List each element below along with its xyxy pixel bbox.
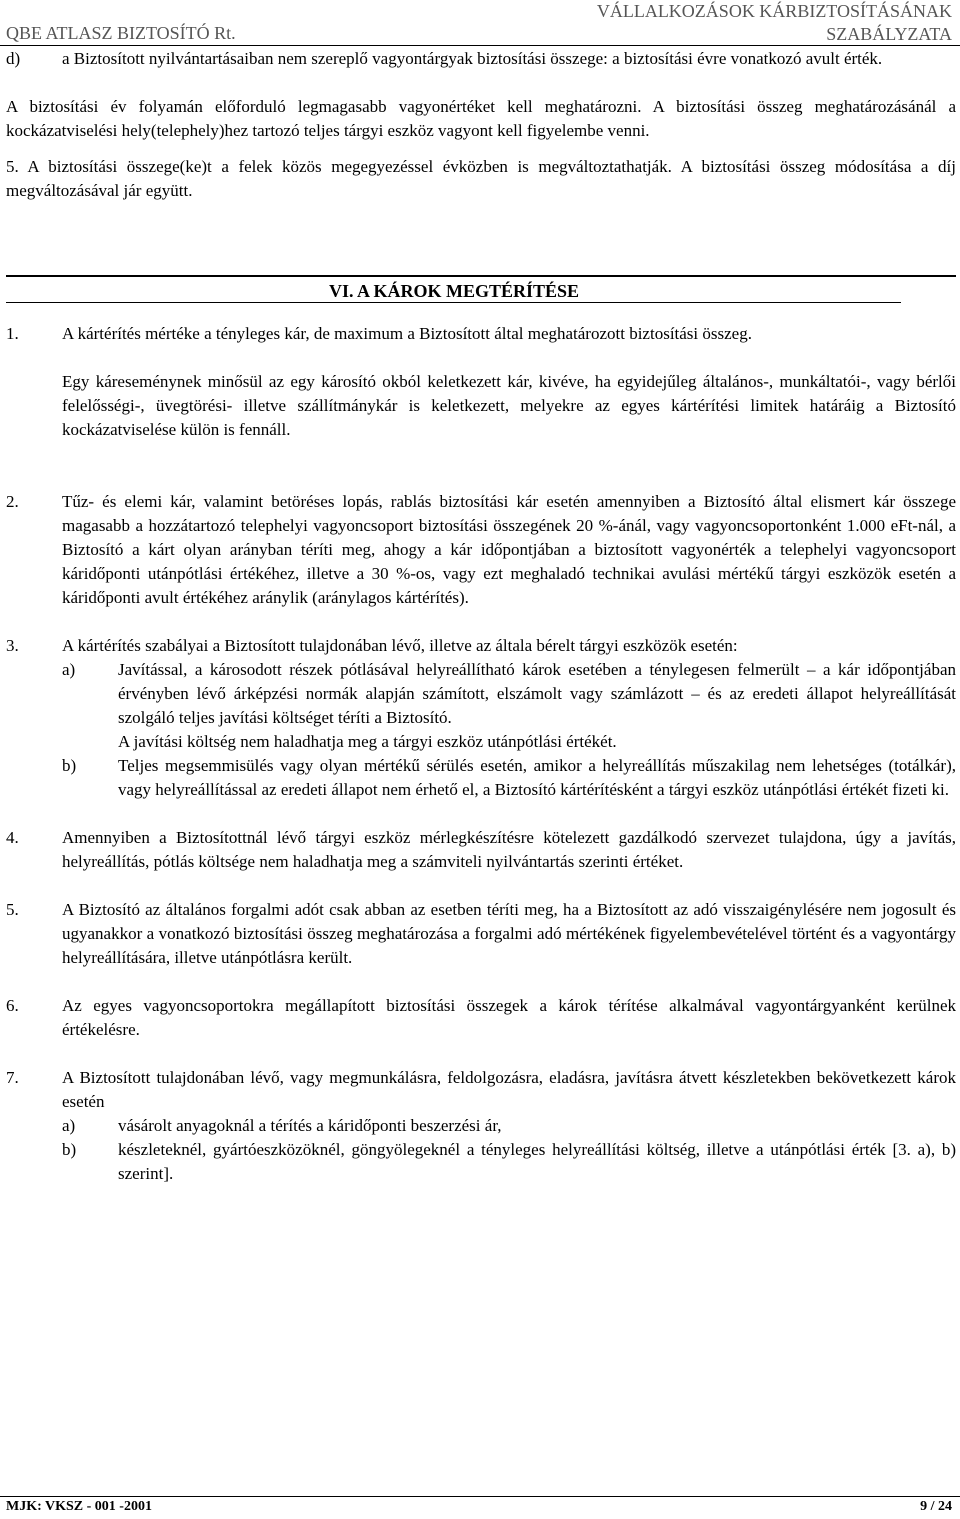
sub-label: a) <box>62 660 76 679</box>
section-heading <box>6 275 956 309</box>
numbered-item-4 <box>6 826 956 874</box>
item-text: A kártérítés szabályai a Biztosított tulajdonában lévő, illetve az általa bérelt tárgyi eszközök esetén: <box>62 636 738 655</box>
item-number: 1. <box>6 324 19 343</box>
sub-item-b <box>62 754 956 802</box>
header-rule <box>0 45 960 46</box>
list-item-d <box>6 47 956 71</box>
sublist-3 <box>6 658 956 802</box>
item-text: Tűz- és elemi kár, valamint betöréses lopás, rablás biztosítási kár esetén amennyiben a Biztosító által elismert kár összege magasabb a hozzátartozó telephelyi vagyoncsoport biztosítási összegének 20 %-ánál, vagy vagyoncsoportonként 1.000 eFt-nál, a Biztosító a kárt olyan arányban téríti meg, ahogy a kár időpontjában a biztosított vagyonérték a telephelyi vagyoncsoport káridőponti utánpótlási értékéhez, illetve a 30 %-os, vagy ezt meghaladó technikai avulási mértékű tárgyi eszközök esetén a káridőponti avult értékéhez aránylik (aránylagos kártérítés). <box>62 492 956 607</box>
sub-note: A javítási költség nem haladhatja meg a tárgyi eszköz utánpótlási értékét. <box>118 732 617 751</box>
item-text: Amennyiben a Biztosítottnál lévő tárgyi eszköz mérlegkészítésre kötelezett gazdálkodó szervezet tulajdona, úgy a javítás, helyreállítás, pótlás költsége nem haladhatja meg a számviteli nyilvántartás szerinti értéket. <box>62 828 956 871</box>
sub-text: vásárolt anyagoknál a térítés a káridőponti beszerzési ár, <box>118 1116 502 1135</box>
list-label: d) <box>6 49 21 68</box>
numbered-item-3 <box>6 634 956 658</box>
item-number: 2. <box>6 492 19 511</box>
sub-label: b) <box>62 756 77 775</box>
sub-text: készleteknél, gyártóeszközöknél, göngyölegeknél a tényleges helyreállítási költség, illetve a utánpótlási érték [3. a), b) szerint]. <box>118 1140 956 1183</box>
sub-text: Teljes megsemmisülés vagy olyan mértékű sérülés esetén, amikor a helyreállítás műszakilag nem lehetséges (totálkár), vagy helyreállítással az eredeti állapot nem érhető el, a Biztosító kártérítésként a tárgyi eszköz utánpótlási értékét fizeti ki. <box>118 756 956 799</box>
item-text: Az egyes vagyoncsoportokra megállapított biztosítási összegek a károk térítése alkalmával vagyontárgyanként kerülnek értékelésre. <box>62 996 956 1039</box>
sub-label: a) <box>62 1116 76 1135</box>
header-title-line-2: SZABÁLYZATA <box>826 24 952 44</box>
page-header <box>0 0 960 46</box>
header-company-name: QBE ATLASZ BIZTOSÍTÓ Rt. <box>6 23 236 43</box>
sublist-7 <box>6 1114 956 1186</box>
paragraph: A biztosítási év folyamán előforduló legmagasabb vagyonértéket kell meghatározni. A biztosítási összeg meghatározásánál a kockázatviselési hely(telephely)hez tartozó teljes tárgyi eszköz vagyont kell figyelembe venni. <box>6 97 956 140</box>
item-text: A Biztosított tulajdonában lévő, vagy megmunkálásra, feldolgozásra, eladásra, javításra átvett készletekben bekövetkezett károk esetén <box>62 1068 956 1111</box>
numbered-item-5 <box>6 898 956 970</box>
paragraph-5: 5. A biztosítási összege(ke)t a felek közös megegyezéssel évközben is megváltoztathatják. A biztosítási összeg módosítása a díj megváltozásával jár együtt. <box>6 157 956 200</box>
document-body <box>6 47 956 1186</box>
footer-document-code: MJK: VKSZ - 001 -2001 <box>6 1499 152 1514</box>
numbered-item-2 <box>6 490 956 610</box>
sub-item-a <box>62 1114 956 1138</box>
sub-label: b) <box>62 1140 77 1159</box>
footer-rule <box>0 1496 960 1497</box>
item-number: 5. <box>6 900 19 919</box>
item-number: 4. <box>6 828 19 847</box>
sub-item-a <box>62 658 956 730</box>
item-text: A kártérítés mértéke a tényleges kár, de maximum a Biztosított által meghatározott biztosítási összeg. <box>62 324 752 343</box>
sub-text: Javítással, a károsodott részek pótlásával helyreállítható károk esetében a ténylegesen felmerült – a kár időpontjában érvényben lévő árképzési normák alapján számított, elszámolt vagy számlázott – és az eredeti állapot helyreállítását szolgáló teljes javítási költséget téríti a Biztosító. <box>118 660 956 727</box>
sub-item-b <box>62 1138 956 1186</box>
footer-page-number: 9 / 24 <box>920 1499 952 1514</box>
item-number: 7. <box>6 1068 19 1087</box>
section-title: VI. A KÁROK MEGTÉRÍTÉSE <box>328 281 580 301</box>
item-number: 6. <box>6 996 19 1015</box>
paragraph: Egy káreseménynek minősül az egy károsító okból keletkezett kár, kivéve, ha egyidejűleg általános-, munkáltatói-, vagy bérlői felelősségi-, üvegtörési- illetve szállítmánykár is keletkezett, melyekre az egyes kártérítési limitek határáig a Biztosító kockázatviselése külön is fennáll. <box>62 372 956 439</box>
header-document-title <box>597 0 952 46</box>
item-number: 3. <box>6 636 19 655</box>
numbered-item-6 <box>6 994 956 1042</box>
numbered-item-1 <box>6 322 956 346</box>
heading-bottom-rule <box>6 302 901 303</box>
heading-top-rule <box>6 275 956 277</box>
numbered-item-7 <box>6 1066 956 1114</box>
item-text: A Biztosító az általános forgalmi adót csak abban az esetben téríti meg, ha a Biztosított az adó visszaigénylésére nem jogosult és ugyanakkor a vonatkozó biztosítási összeg meghatározása a forgalmi adó mértékének figyelembevételével történt és a vagyontárgy helyreállítására, illetve utánpótlásra került. <box>62 900 956 967</box>
header-title-line-1: VÁLLALKOZÁSOK KÁRBIZTOSÍTÁSÁNAK <box>596 1 952 21</box>
list-text: a Biztosított nyilvántartásaiban nem szereplő vagyontárgyak biztosítási összege: a biztosítási évre vonatkozó avult érték. <box>62 49 883 68</box>
